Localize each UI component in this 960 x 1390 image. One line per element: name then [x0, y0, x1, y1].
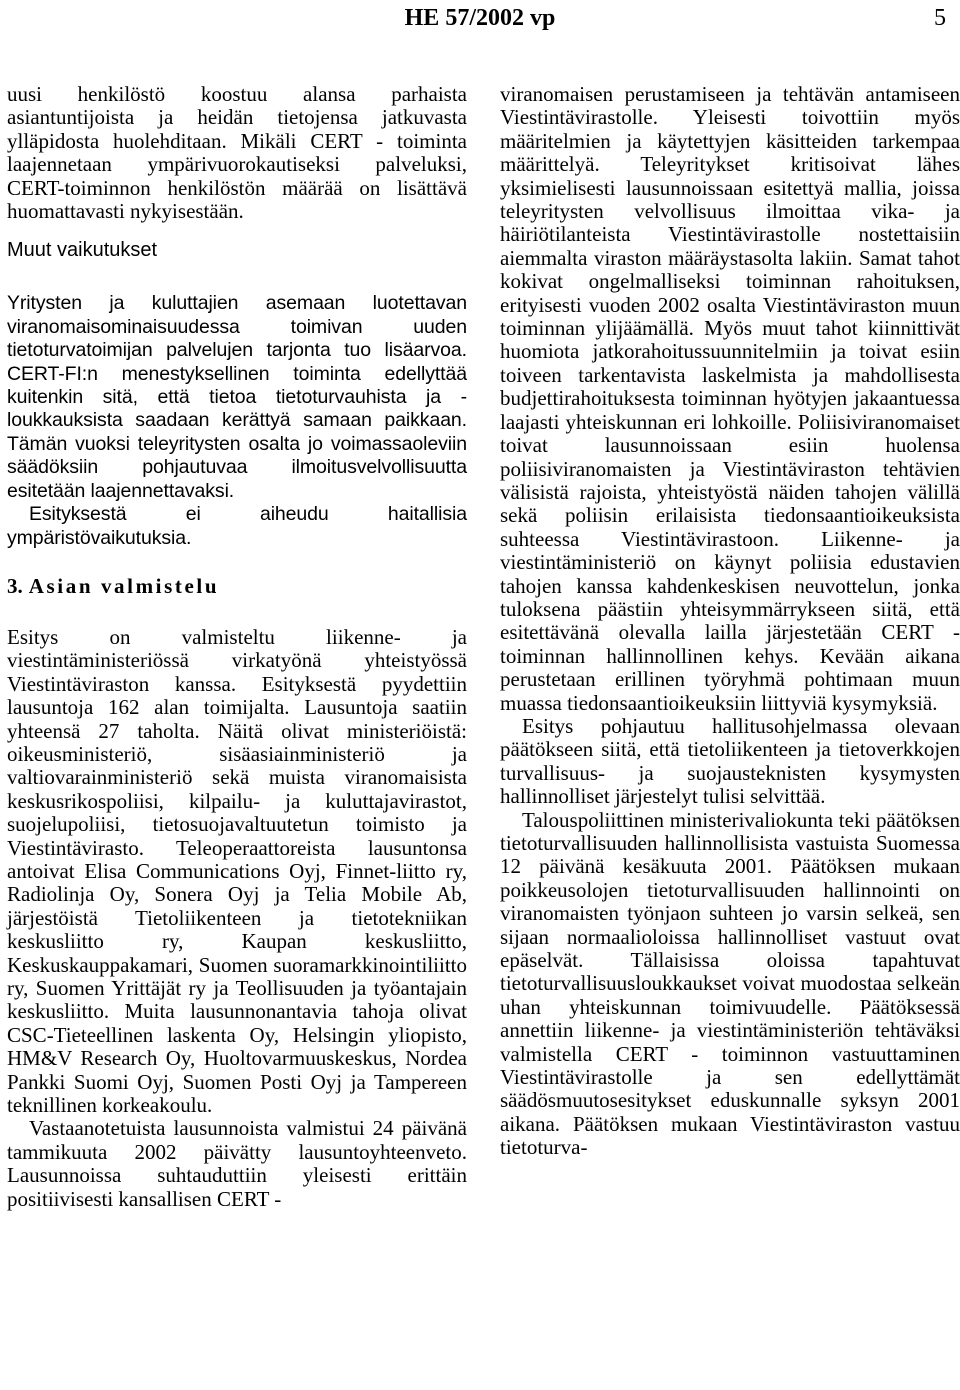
paragraph-environmental-effects: Esityksestä ei aiheudu haitallisia ympäristövaikutuksia.: [7, 503, 467, 549]
right-column: [500, 83, 960, 1160]
section-heading: [7, 574, 467, 598]
section-title: Asian valmistelu: [28, 573, 220, 598]
document-reference: HE 57/2002 vp: [404, 5, 556, 31]
page-number: 5: [934, 5, 946, 31]
paragraph-staff: uusi henkilöstö koostuu alansa parhaista asiantuntijoista ja heidän tietojensa jatkuvasta ylläpidosta huolehditaan. Mikäli CERT - toiminta laajennetaan ympärivuorokautiseksi palveluksi, CERT-toiminnon henkilöstön määrää on lisättävä huomattavasti nykyisestään.: [7, 82, 467, 224]
paragraph-preparation: Esitys on valmisteltu liikenne- ja viestintäministeriössä virkatyönä yhteistyössä Viestintäviraston kanssa. Esityksestä pyydettiin lausuntoja 162 alan toimijalta. Lausuntoja saatiin yhteensä 27 taholta. Näitä olivat ministeriöistä: oikeusministeriö, sisäasiainministeriö ja valtiovarainministeriö sekä muista viranomaisista keskusrikospoliisi, kilpailu- ja kuluttajavirastot, suojelupoliisi, tietosuojavaltuutetun toimisto ja Viestintävirasto. Teleoperaattoreista lausuntonsa antoivat Elisa Communications Oyj, Finnet-liitto ry, Radiolinja Oy, Sonera Oyj ja Telia Mobile Ab, järjestöistä Tietoliikenteen ja tietotekniikan keskusliitto ry, Kaupan keskusliitto, Keskuskauppakamari, Suomen suoramarkkinointiliitto ry, Suomen Yrittäjät ry ja Teollisuuden ja työantajain keskusliitto. Muita lausunnonantavia tahoja olivat CSC-Tieteellinen laskenta Oy, Helsingin yliopisto, HM&V Research Oy, Huoltovarmuuskeskus, Nordea Pankki Suomi Oyj, Suomen Posti Oyj ja Tampereen teknillinen korkeakoulu.: [7, 624, 467, 1118]
section-number: 3.: [7, 573, 23, 598]
paragraph-statements-feedback: viranomaisen perustamiseen ja tehtävän antamiseen Viestintävirastolle. Yleisesti toivottiin myös määritelmien ja käytettyjen käsitteiden tarkempaa määrittelyä. Teleyritykset kritisoivat lähes yksimielisesti lausunnoissaan esitettyä mallia, joissa teleyritysten velvollisuus ilmoittaa vika- ja häiriötilanteista Viestintävirastolle nostettaisiin aiemmalta viraston määräystasolta lakiin. Samat tahot kokivat ongelmalliseksi toiminnan rahoituksen, erityisesti vuoden 2002 osalta Viestintäviraston muun toiminnan ylijäämällä. Myös muut tahot kiinnittivät huomiota jatkorahoitussuunnitelmiin ja toivat esiin toiveen tarkentavista laskelmista ja mahdollisesta budjettirahoituksesta toiminnan hyötyjen jakaantuessa laajasti yhteiskunnan eri lohkoille. Poliisiviranomaiset toivat lausunnoissaan esiin huolensa poliisiviranomaisten ja Viestintäviraston tehtävien välisistä rajoista, yhteistyöstä näiden tahojen välillä sekä poliisin erilaisista tiedonsaantioikeuksista suhteessa Viestintävirastoon. Liikenne- ja viestintäministeriö on käynyt poliisia edustavien tahojen kanssa kahdenkeskisen neuvottelun, jonka tuloksena päästiin yhteisymmärrykseen siitä, että esitettävänä olevalla lailla järjestetään CERT - toiminnan hallinnollinen kehys. Kevään aikana perustetaan erillinen työryhmä pohtimaan muun muassa tiedonsaantioikeuksiin liittyviä kysymyksiä.: [500, 82, 960, 715]
paragraph-ministerial-committee: Talouspoliittinen ministerivaliokunta teki päätöksen tietoturvallisuuden hallinnollisista vastuista Suomessa 12 päivänä kesäkuuta 2001. Päätöksen mukaan poikkeusolojen tietoturvallisuuden hallinnointi on viranomaisten työnjaon suhteen jo varsin selkeä, sen sijaan normaalioloissa hallinnolliset vastuut ovat epäselvät. Tällaisissa oloissa tapahtuvat tietoturvallisuusloukkaukset voivat muodostaa selkeän uhan yhteiskunnan toimivuudelle. Päätöksessä annettiin liikenne- ja viestintäministeriön tehtäväksi valmistella CERT - toiminnon vastuuttaminen Viestintävirastolle ja sen edellyttämät säädösmuutosesitykset eduskunnalle syksyn 2001 aikana. Päätöksen mukaan Viestintäviraston vastuu tietoturva-: [500, 807, 960, 1160]
paragraph-government-programme: Esitys pohjautuu hallitusohjelmassa olevaan päätökseen siitä, että tietoliikenteen ja tietoverkkojen turvallisuus- ja suojausteknisten kysymysten hallinnolliset järjestelyt tulisi selvittää.: [500, 713, 960, 809]
left-column: [7, 83, 467, 1211]
subheading-other-effects: Muut vaikutukset: [7, 239, 158, 262]
paragraph-statement-summary: Vastaanotetuista lausunnoista valmistui 24 päivänä tammikuuta 2002 päivätty lausuntoyhteenveto. Lausunnoissa suhtauduttiin yleisesti erittäin positiivisesti kansallisen CERT -: [7, 1116, 467, 1211]
paragraph-business-consumer-effects: Yritysten ja kuluttajien asemaan luotettavan viranomaisominaisuudessa toimivan uuden tietoturvatoimijan palvelujen tarjonta tuo lisäarvoa. CERT-FI:n menestyksellinen toiminta edellyttää kuitenkin sitä, että tietoa tietoturvauhista ja -loukkauksista saadaan kerättyä samaan paikkaan. Tämän vuoksi teleyritysten osalta jo voimassaoleviin säädöksiin pohjautuvaa ilmoitusvelvollisuutta esitetään laajennettavaksi.: [7, 292, 467, 502]
page-header: [0, 0, 960, 40]
